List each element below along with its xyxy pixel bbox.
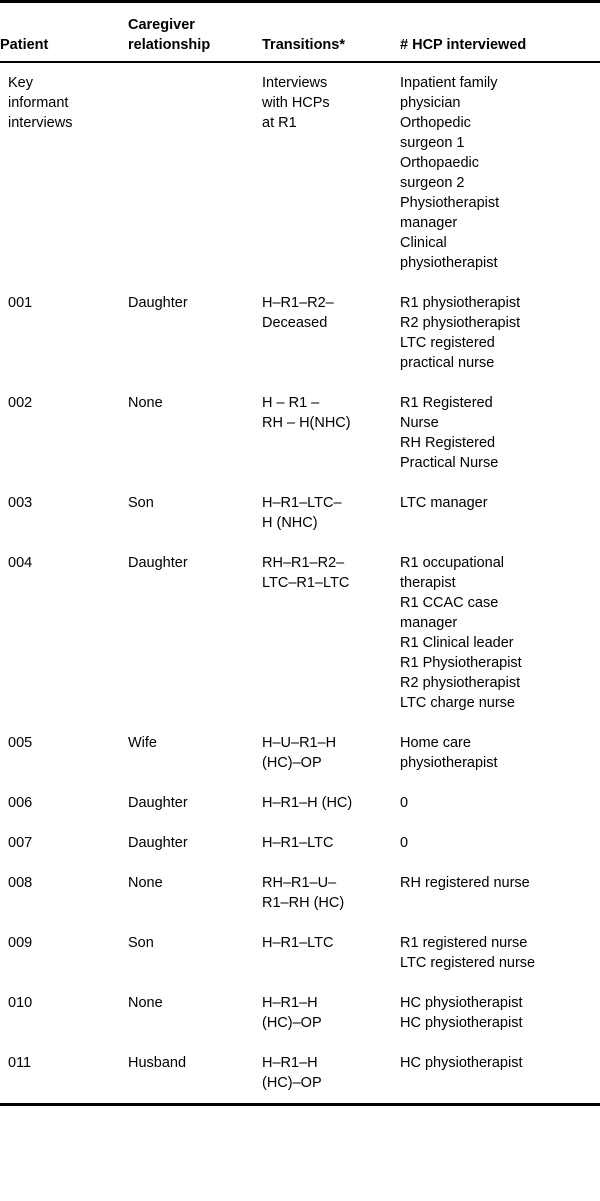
cell-hcp-line: Inpatient family <box>400 75 498 91</box>
cell-hcp-line: Home care <box>400 735 471 751</box>
cell-relationship-line: Husband <box>128 1055 187 1071</box>
cell-transitions-line: Interviews <box>262 75 328 91</box>
cell-patient-line: 006 <box>8 795 33 811</box>
cell-hcp-line: physician <box>400 95 461 111</box>
cell-transitions <box>262 823 400 863</box>
cell-hcp-line: HC physiotherapist <box>400 1015 523 1031</box>
cell-patient-lines <box>8 393 118 413</box>
cell-relationship-lines <box>128 553 252 573</box>
table-row <box>0 543 600 723</box>
cell-patient <box>0 483 128 543</box>
cell-relationship-line: Daughter <box>128 555 188 571</box>
cell-hcp-lines <box>400 293 590 373</box>
cell-relationship-line: Wife <box>128 735 157 751</box>
cell-hcp-line: LTC charge nurse <box>400 695 515 711</box>
cell-transitions-lines <box>262 393 390 433</box>
cell-hcp-line: Nurse <box>400 415 439 431</box>
cell-hcp <box>400 783 600 823</box>
cell-hcp-line: manager <box>400 215 458 231</box>
cell-hcp-line: R1 Clinical leader <box>400 635 514 651</box>
cell-hcp-line: R1 Physiotherapist <box>400 655 522 671</box>
cell-relationship-lines <box>128 293 252 313</box>
cell-hcp-line: Clinical <box>400 235 447 251</box>
cell-patient <box>0 543 128 723</box>
cell-transitions-line: H–R1–H <box>262 995 318 1011</box>
cell-relationship <box>128 923 262 983</box>
table-row <box>0 63 600 283</box>
cell-patient <box>0 723 128 783</box>
cell-hcp-lines <box>400 933 590 973</box>
cell-transitions-lines <box>262 733 390 773</box>
column-header-transitions <box>262 15 400 61</box>
table-row <box>0 863 600 923</box>
cell-relationship-lines <box>128 493 252 513</box>
cell-transitions-lines <box>262 833 390 853</box>
table-bottom-rule <box>0 1103 600 1106</box>
cell-transitions-line: LTC–R1–LTC <box>262 575 350 591</box>
cell-transitions <box>262 483 400 543</box>
cell-transitions <box>262 543 400 723</box>
cell-patient <box>0 863 128 923</box>
cell-hcp-lines <box>400 873 590 893</box>
cell-hcp-line: surgeon 1 <box>400 135 465 151</box>
cell-hcp <box>400 723 600 783</box>
cell-patient-line: 004 <box>8 555 33 571</box>
cell-hcp-line: therapist <box>400 575 456 591</box>
cell-transitions-lines <box>262 293 390 333</box>
cell-patient-lines <box>8 73 118 133</box>
cell-hcp-lines <box>400 833 590 853</box>
cell-hcp-line: RH registered nurse <box>400 875 530 891</box>
cell-hcp-line: Physiotherapist <box>400 195 500 211</box>
cell-patient-lines <box>8 933 118 953</box>
cell-transitions-line: H–R1–LTC <box>262 835 334 851</box>
cell-relationship <box>128 783 262 823</box>
cell-transitions-line: RH–R1–U– <box>262 875 337 891</box>
cell-hcp-lines <box>400 393 590 473</box>
cell-hcp-lines <box>400 553 590 713</box>
cell-patient <box>0 923 128 983</box>
cell-transitions-lines <box>262 1053 390 1093</box>
column-header-relationship-lines <box>128 15 252 55</box>
cell-hcp-line: R1 occupational <box>400 555 504 571</box>
cell-transitions <box>262 783 400 823</box>
cell-relationship-lines <box>128 933 252 953</box>
cell-relationship-line: None <box>128 995 163 1011</box>
column-header-hcp-line: # HCP interviewed <box>400 37 527 53</box>
cell-relationship <box>128 543 262 723</box>
cell-transitions <box>262 1043 400 1103</box>
cell-hcp-lines <box>400 493 590 513</box>
cell-hcp-line: Orthopedic <box>400 115 471 131</box>
column-header-patient-line: Patient <box>0 37 49 53</box>
cell-hcp <box>400 863 600 923</box>
column-header-relationship-line: Caregiver <box>128 17 195 33</box>
cell-transitions-line: H–R1–LTC <box>262 935 334 951</box>
column-header-hcp-lines <box>400 35 590 55</box>
cell-transitions-line: H–U–R1–H <box>262 735 337 751</box>
cell-patient-line: 008 <box>8 875 33 891</box>
cell-hcp <box>400 1043 600 1103</box>
cell-patient <box>0 63 128 283</box>
cell-hcp-line: manager <box>400 615 458 631</box>
table-header-row <box>0 15 600 61</box>
cell-relationship-lines <box>128 873 252 893</box>
cell-transitions-line: H–R1–H (HC) <box>262 795 353 811</box>
cell-patient-lines <box>8 553 118 573</box>
column-header-patient-lines <box>0 35 118 55</box>
cell-transitions <box>262 983 400 1043</box>
cell-patient-lines <box>8 833 118 853</box>
cell-relationship-line: Daughter <box>128 295 188 311</box>
column-header-patient <box>0 15 128 61</box>
cell-relationship-lines <box>128 993 252 1013</box>
cell-hcp-line: HC physiotherapist <box>400 995 523 1011</box>
column-header-transitions-lines <box>262 35 390 55</box>
cell-relationship <box>128 1043 262 1103</box>
cell-patient-line: 009 <box>8 935 33 951</box>
cell-relationship <box>128 823 262 863</box>
cell-patient-lines <box>8 873 118 893</box>
cell-hcp-line: R2 physiotherapist <box>400 675 521 691</box>
cell-hcp <box>400 543 600 723</box>
table-row <box>0 383 600 483</box>
cell-transitions-line: H–R1–LTC– <box>262 495 342 511</box>
cell-hcp-line: surgeon 2 <box>400 175 465 191</box>
cell-transitions-line: RH–R1–R2– <box>262 555 345 571</box>
cell-hcp-lines <box>400 733 590 773</box>
cell-patient-lines <box>8 1053 118 1073</box>
table-header <box>0 3 600 61</box>
column-header-hcp <box>400 15 600 61</box>
cell-relationship-line: Daughter <box>128 795 188 811</box>
cell-transitions-lines <box>262 933 390 953</box>
column-header-relationship-line: relationship <box>128 37 211 53</box>
cell-transitions-lines <box>262 73 390 133</box>
cell-transitions <box>262 723 400 783</box>
header-spacer-cell <box>0 3 600 15</box>
cell-hcp <box>400 983 600 1043</box>
table-row <box>0 1043 600 1103</box>
table-row <box>0 483 600 543</box>
cell-transitions <box>262 383 400 483</box>
cell-patient-line: Key <box>8 75 33 91</box>
cell-relationship <box>128 63 262 283</box>
cell-relationship-lines <box>128 793 252 813</box>
table-row <box>0 723 600 783</box>
cell-hcp-line: LTC manager <box>400 495 488 511</box>
cell-hcp <box>400 923 600 983</box>
cell-patient-line: 001 <box>8 295 33 311</box>
cell-hcp-line: physiotherapist <box>400 755 498 771</box>
cell-hcp-line: 0 <box>400 835 409 851</box>
cell-hcp-line: R1 Registered <box>400 395 493 411</box>
cell-transitions-line: H–R1–H <box>262 1055 318 1071</box>
cell-relationship <box>128 863 262 923</box>
cell-hcp-lines <box>400 1053 590 1073</box>
cell-hcp-line: R1 physiotherapist <box>400 295 521 311</box>
cell-patient-line: interviews <box>8 115 73 131</box>
cell-relationship-line: None <box>128 875 163 891</box>
cell-transitions-line: H–R1–R2– <box>262 295 334 311</box>
header-spacer <box>0 3 600 15</box>
cell-patient-line: 010 <box>8 995 33 1011</box>
cell-transitions-line: RH – H(NHC) <box>262 415 351 431</box>
cell-relationship <box>128 723 262 783</box>
cell-relationship-line: Son <box>128 935 154 951</box>
cell-hcp <box>400 283 600 383</box>
table-row <box>0 783 600 823</box>
cell-transitions-lines <box>262 793 390 813</box>
cell-hcp-line: RH Registered <box>400 435 496 451</box>
column-header-relationship <box>128 15 262 61</box>
cell-patient-line: 002 <box>8 395 33 411</box>
cell-transitions-line: (HC)–OP <box>262 1075 322 1091</box>
cell-transitions-line: at R1 <box>262 115 297 131</box>
cell-patient-lines <box>8 993 118 1013</box>
cell-hcp-line: HC physiotherapist <box>400 1055 523 1071</box>
cell-hcp-line: physiotherapist <box>400 255 498 271</box>
cell-hcp-line: Practical Nurse <box>400 455 499 471</box>
cell-hcp-lines <box>400 793 590 813</box>
cell-transitions-line: (HC)–OP <box>262 755 322 771</box>
cell-hcp-line: 0 <box>400 795 409 811</box>
table-body <box>0 63 600 1103</box>
column-header-transitions-line: Transitions* <box>262 37 345 53</box>
cell-transitions-line: Deceased <box>262 315 328 331</box>
cell-transitions <box>262 923 400 983</box>
cell-transitions-line: R1–RH (HC) <box>262 895 345 911</box>
cell-patient-line: 003 <box>8 495 33 511</box>
cell-hcp-line: LTC registered nurse <box>400 955 536 971</box>
cell-transitions <box>262 283 400 383</box>
cell-patient <box>0 383 128 483</box>
cell-hcp <box>400 483 600 543</box>
cell-patient-line: 007 <box>8 835 33 851</box>
cell-patient <box>0 983 128 1043</box>
cell-hcp-lines <box>400 73 590 273</box>
cell-transitions <box>262 863 400 923</box>
cell-relationship <box>128 383 262 483</box>
cell-patient-lines <box>8 793 118 813</box>
cell-relationship-line: None <box>128 395 163 411</box>
cell-patient-lines <box>8 733 118 753</box>
cell-relationship-line: Daughter <box>128 835 188 851</box>
cell-patient-line: 005 <box>8 735 33 751</box>
cell-transitions <box>262 63 400 283</box>
cell-hcp-line: R1 registered nurse <box>400 935 528 951</box>
cell-relationship <box>128 983 262 1043</box>
cell-hcp-line: LTC registered <box>400 335 495 351</box>
cell-hcp <box>400 63 600 283</box>
table-row <box>0 923 600 983</box>
cell-patient <box>0 1043 128 1103</box>
cell-patient-line: informant <box>8 95 69 111</box>
cell-relationship-line: Son <box>128 495 154 511</box>
cell-patient-lines <box>8 493 118 513</box>
data-table-body <box>0 63 600 1103</box>
data-table <box>0 3 600 61</box>
cell-relationship <box>128 283 262 383</box>
cell-patient-line: 011 <box>8 1055 32 1071</box>
cell-transitions-line: (HC)–OP <box>262 1015 322 1031</box>
cell-relationship-lines <box>128 733 252 753</box>
cell-patient <box>0 823 128 863</box>
cell-transitions-lines <box>262 873 390 913</box>
cell-transitions-lines <box>262 553 390 593</box>
cell-transitions-line: H – R1 – <box>262 395 320 411</box>
cell-relationship-lines <box>128 833 252 853</box>
cell-hcp-line: practical nurse <box>400 355 495 371</box>
cell-hcp-line: R1 CCAC case <box>400 595 499 611</box>
table-row <box>0 823 600 863</box>
cell-patient-lines <box>8 293 118 313</box>
cell-transitions-lines <box>262 993 390 1033</box>
table-row <box>0 283 600 383</box>
cell-transitions-lines <box>262 493 390 533</box>
cell-patient <box>0 283 128 383</box>
table-row <box>0 983 600 1043</box>
cell-transitions-line: with HCPs <box>262 95 330 111</box>
cell-transitions-line: H (NHC) <box>262 515 318 531</box>
cell-hcp-line: Orthopaedic <box>400 155 479 171</box>
cell-hcp <box>400 823 600 863</box>
cell-hcp-lines <box>400 993 590 1033</box>
cell-relationship <box>128 483 262 543</box>
cell-patient <box>0 783 128 823</box>
cell-relationship-lines <box>128 1053 252 1073</box>
cell-hcp-line: R2 physiotherapist <box>400 315 521 331</box>
cell-hcp <box>400 383 600 483</box>
cell-relationship-lines <box>128 393 252 413</box>
